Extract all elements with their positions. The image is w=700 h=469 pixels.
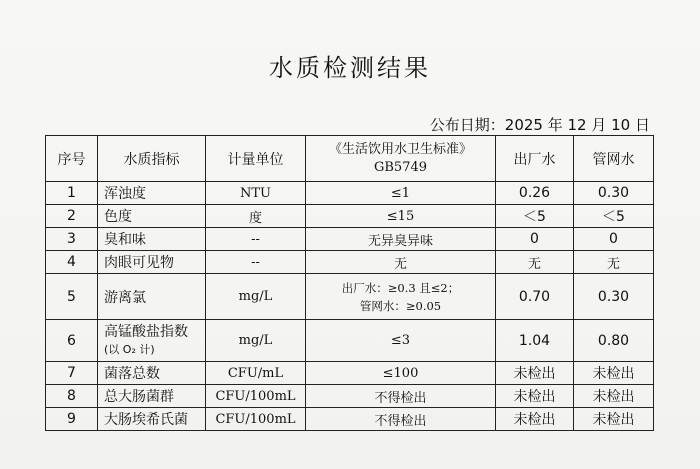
row-unit: 度 xyxy=(206,205,306,228)
row-plant: 0.26 xyxy=(496,182,574,205)
row-unit: -- xyxy=(206,228,306,251)
table-row xyxy=(46,182,654,205)
header-standard-name: 《生活饮用水卫生标准》 xyxy=(328,141,472,157)
row-standard: 不得检出 xyxy=(306,408,496,431)
row-plant: 无 xyxy=(496,251,574,274)
row-indicator: 浑浊度 xyxy=(98,182,206,205)
row-network: 0 xyxy=(574,228,654,251)
publish-date: 公布日期：2025 年 12 月 10 日 xyxy=(429,116,650,134)
row-network: 0.30 xyxy=(574,182,654,205)
row-indicator: 臭和味 xyxy=(98,228,206,251)
table-row xyxy=(46,408,654,431)
row-no: 3 xyxy=(46,228,98,251)
row-indicator: 色度 xyxy=(98,205,206,228)
row-standard xyxy=(306,274,496,320)
row-network: 0.80 xyxy=(574,320,654,362)
row-standard: 不得检出 xyxy=(306,385,496,408)
row-standard-network: 管网水：≥0.05 xyxy=(359,298,442,313)
row-unit: CFU/mL xyxy=(206,362,306,385)
row-indicator xyxy=(98,320,206,362)
row-network: 未检出 xyxy=(574,362,654,385)
row-plant: 0.70 xyxy=(496,274,574,320)
row-unit: CFU/100mL xyxy=(206,385,306,408)
header-standard-code: GB5749 xyxy=(373,159,428,175)
row-standard: ≤100 xyxy=(306,362,496,385)
table-row xyxy=(46,385,654,408)
row-network: 0.30 xyxy=(574,274,654,320)
table-header-row xyxy=(46,136,654,182)
row-unit: CFU/100mL xyxy=(206,408,306,431)
row-plant: 1.04 xyxy=(496,320,574,362)
header-plant: 出厂水 xyxy=(496,136,574,182)
row-no: 5 xyxy=(46,274,98,320)
header-no: 序号 xyxy=(46,136,98,182)
row-indicator: 大肠埃希氏菌 xyxy=(98,408,206,431)
row-unit: mg/L xyxy=(206,274,306,320)
row-standard-plant: 出厂水：≥0.3 且≤2； xyxy=(341,280,460,295)
header-network: 管网水 xyxy=(574,136,654,182)
table-row xyxy=(46,205,654,228)
row-network: 未检出 xyxy=(574,408,654,431)
page-title: 水质检测结果 xyxy=(269,54,431,82)
table-row xyxy=(46,362,654,385)
row-no: 9 xyxy=(46,408,98,431)
row-no: 8 xyxy=(46,385,98,408)
table-row xyxy=(46,274,654,320)
table-row xyxy=(46,251,654,274)
row-plant: 0 xyxy=(496,228,574,251)
row-network: 未检出 xyxy=(574,385,654,408)
row-standard: 无异臭异味 xyxy=(306,228,496,251)
row-standard: ≤1 xyxy=(306,182,496,205)
row-indicator: 总大肠菌群 xyxy=(98,385,206,408)
row-no: 2 xyxy=(46,205,98,228)
row-no: 6 xyxy=(46,320,98,362)
row-indicator-name: 高锰酸盐指数 xyxy=(104,323,188,340)
row-no: 1 xyxy=(46,182,98,205)
row-plant: 未检出 xyxy=(496,362,574,385)
row-standard: 无 xyxy=(306,251,496,274)
water-quality-table xyxy=(45,135,654,431)
header-standard xyxy=(306,136,496,182)
header-indicator: 水质指标 xyxy=(98,136,206,182)
row-unit: NTU xyxy=(206,182,306,205)
table-row xyxy=(46,228,654,251)
row-no: 7 xyxy=(46,362,98,385)
row-network: 无 xyxy=(574,251,654,274)
row-standard: ≤3 xyxy=(306,320,496,362)
row-no: 4 xyxy=(46,251,98,274)
table-row xyxy=(46,320,654,362)
row-indicator: 肉眼可见物 xyxy=(98,251,206,274)
row-indicator: 游离氯 xyxy=(98,274,206,320)
row-indicator-note: (以 O₂ 计) xyxy=(104,342,155,356)
row-plant: ＜5 xyxy=(496,205,574,228)
row-network: ＜5 xyxy=(574,205,654,228)
row-indicator: 菌落总数 xyxy=(98,362,206,385)
row-plant: 未检出 xyxy=(496,408,574,431)
row-unit: -- xyxy=(206,251,306,274)
row-plant: 未检出 xyxy=(496,385,574,408)
row-standard: ≤15 xyxy=(306,205,496,228)
header-unit: 计量单位 xyxy=(206,136,306,182)
row-unit: mg/L xyxy=(206,320,306,362)
